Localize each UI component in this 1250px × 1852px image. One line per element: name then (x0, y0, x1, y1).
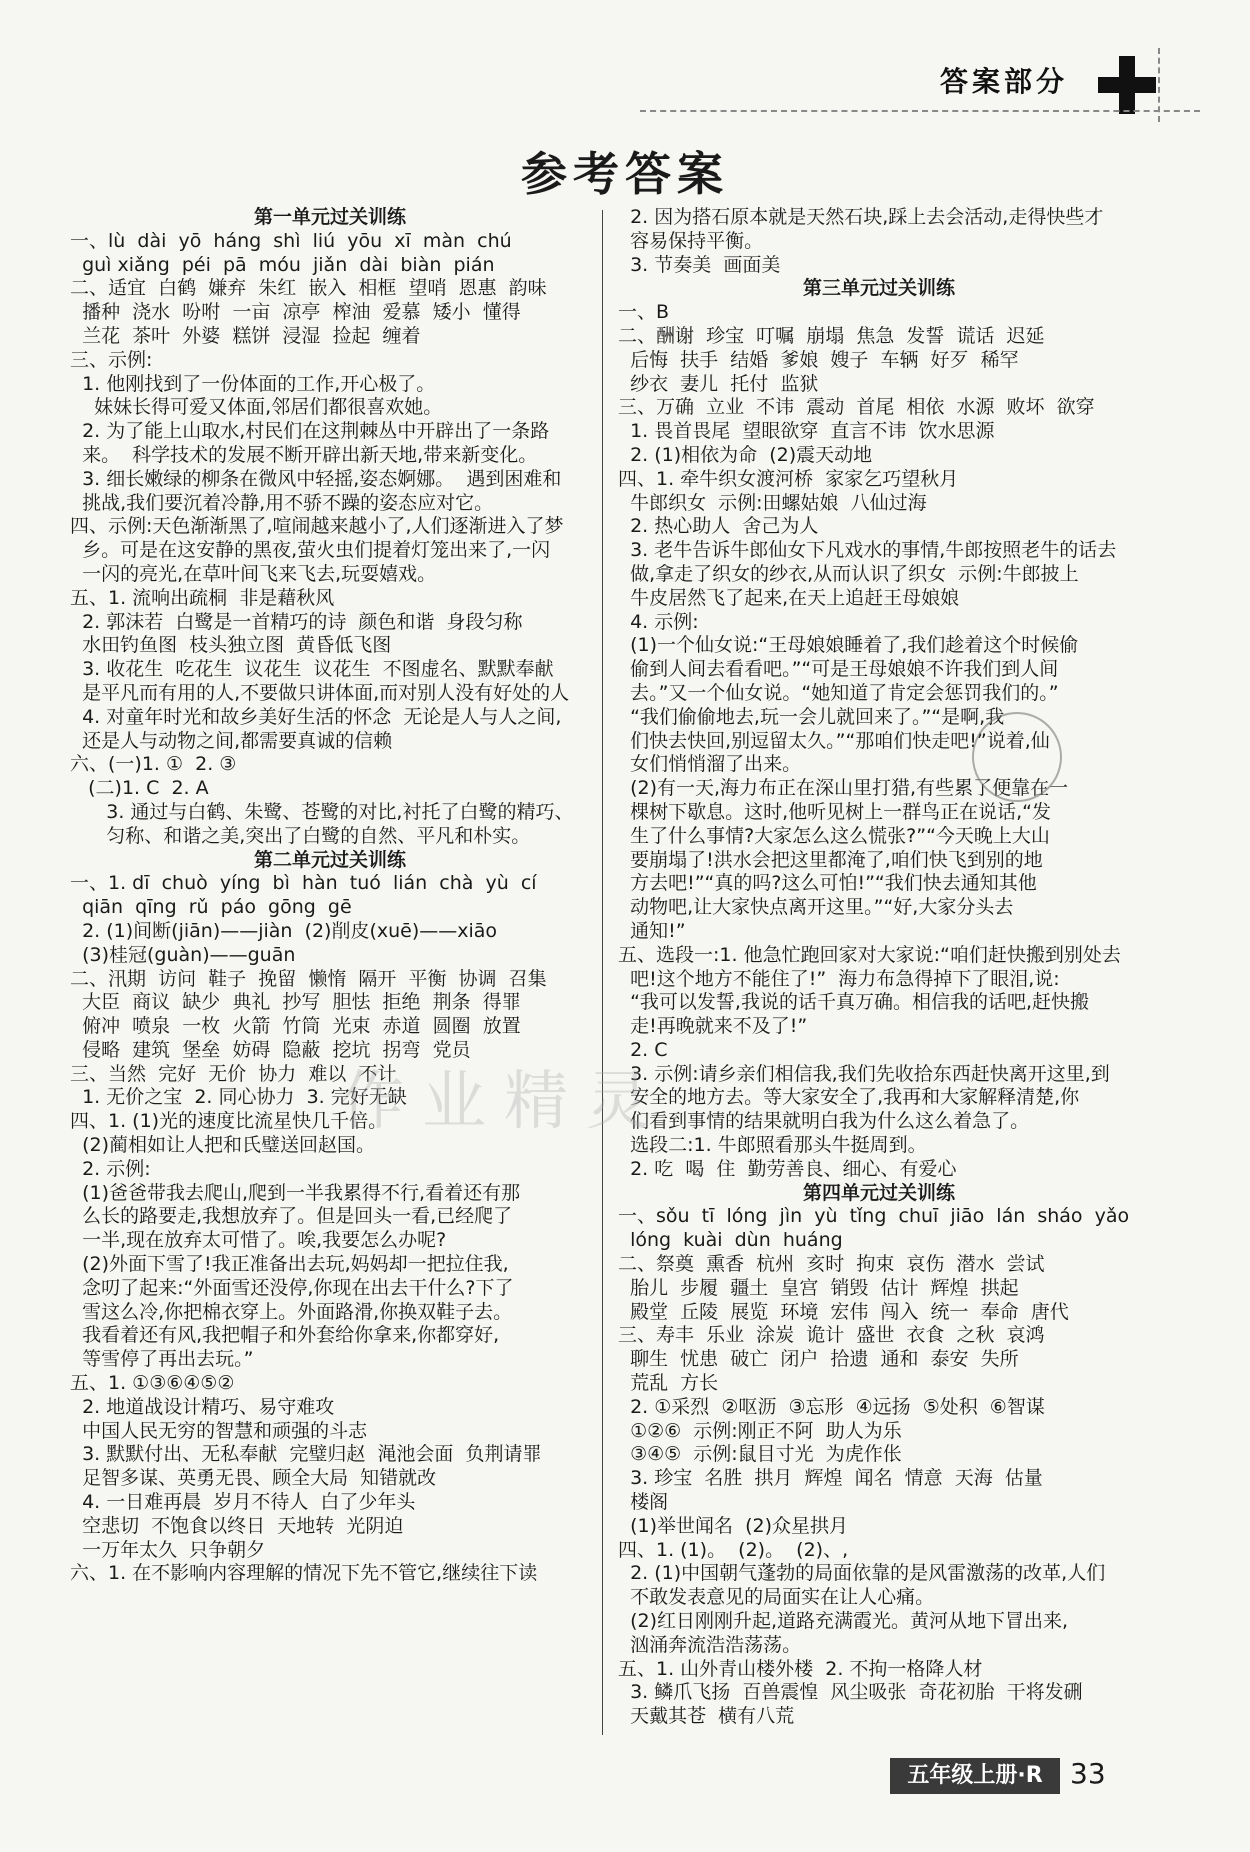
answer-line: 乡。可是在这安静的黑夜,萤火虫们提着灯笼出来了,一闪 (70, 539, 551, 562)
answer-line: 一半,现在放弃太可惜了。唉,我要怎么办呢? (70, 1229, 447, 1252)
answer-line: 荒乱 方长 (618, 1372, 719, 1395)
answer-line: 一、B (618, 301, 670, 324)
answer-line: 一闪的亮光,在草叶间飞来飞去,玩耍嬉戏。 (70, 562, 437, 585)
answer-line: 五、1. 流响出疏桐 非是藉秋风 (70, 586, 335, 609)
answer-line: 棵树下歇息。这时,他听见树上一群鸟正在说话,“发 (618, 800, 1052, 823)
answer-line: 容易保持平衡。 (618, 229, 764, 252)
answer-line: 4. 示例: (618, 610, 699, 633)
answer-line: 念叨了起来:“外面雪还没停,你现在出去干什么?下了 (70, 1276, 514, 1299)
answer-line: 中国人民无穷的智慧和顽强的斗志 (70, 1419, 368, 1442)
answer-line: 六、(一)1. ① 2. ③ (70, 753, 237, 776)
grade-label: 五年级上册·R (890, 1758, 1060, 1794)
answer-line: 通知!” (618, 919, 686, 942)
answer-line: 2. (1)相依为命 (2)震天动地 (618, 443, 873, 466)
answer-line: 三、示例: (70, 348, 153, 371)
answer-line: 殿堂 丘陵 展览 环境 宏伟 闯入 统一 奉命 唐代 (618, 1300, 1069, 1323)
answer-line: 2. 为了能上山取水,村民们在这荆棘丛中开辟出了一条路 (70, 420, 550, 443)
answer-line: 方去吧!”“真的吗?这么可怕!”“我们快去通知其他 (618, 872, 1037, 895)
answer-line: 一、1. dī chuò yíng bì hàn tuó lián chà yù cí (70, 872, 537, 895)
answer-line: 4. 对童年时光和故乡美好生活的怀念 无论是人与人之间, (70, 705, 562, 728)
answer-line: 1. 畏首畏尾 望眼欲穿 直言不讳 饮水思源 (618, 420, 995, 443)
answer-line: 大臣 商议 缺少 典礼 抄写 胆怯 拒绝 荆条 得罪 (70, 991, 521, 1014)
answer-line: 匀称、和谐之美,突出了白鹭的自然、平凡和朴实。 (70, 824, 531, 847)
answer-line: 走!再晚就来不及了!” (618, 1015, 808, 1038)
answer-line: 五、1. ①③⑥④⑤② (70, 1372, 235, 1395)
answer-line: 4. 一日难再晨 岁月不待人 白了少年头 (70, 1491, 416, 1514)
column-divider (602, 210, 603, 1735)
answer-line: 侵略 建筑 堡垒 妨碍 隐蔽 挖坑 拐弯 党员 (70, 1038, 471, 1061)
answer-line: ③④⑤ 示例:鼠目寸光 为虎作伥 (618, 1443, 902, 1466)
answer-line: 五、选段一:1. 他急忙跑回家对大家说:“咱们赶快搬到别处去 (618, 943, 1121, 966)
answer-line: 四、1. (1)。 (2)。 (2)、, (618, 1538, 849, 1561)
answer-line: “我们偷偷地去,玩一会儿就回来了。”“是啊,我 (618, 705, 1005, 728)
answer-line: 水田钓鱼图 枝头独立图 黄昏低飞图 (70, 634, 392, 657)
answer-line: 我看着还有风,我把帽子和外套给你拿来,你都穿好, (70, 1324, 500, 1347)
answer-line: 六、1. 在不影响内容理解的情况下先不管它,继续往下读 (70, 1562, 538, 1585)
answer-line: 不敢发表意见的局面实在让人心痛。 (618, 1586, 935, 1609)
answer-line: “我可以发誓,我说的话千真万确。相信我的话吧,赶快搬 (618, 991, 1090, 1014)
answer-line: 牛郎织女 示例:田螺姑娘 八仙过海 (618, 491, 927, 514)
answer-line: 挑战,我们要沉着冷静,用不骄不躁的姿态应对它。 (70, 491, 494, 514)
answer-line: 3. 节奏美 画面美 (618, 253, 781, 276)
answer-line: lóng kuài dùn huáng (618, 1229, 843, 1252)
answer-line: (2)外面下雪了!我正准备出去玩,妈妈却一把拉住我, (70, 1253, 509, 1276)
answer-line: 一、lù dài yō háng shì liú yōu xī màn chú (70, 229, 512, 252)
answer-line: 们快去快回,别逗留太久。”“那咱们快走吧!”说着,仙 (618, 729, 1050, 752)
answer-line: 三、当然 完好 无价 协力 难以 不计 (70, 1062, 397, 1085)
answer-line: 安全的地方去。等大家安全了,我再和大家解释清楚,你 (618, 1086, 1080, 1109)
answer-line: (2)有一天,海力布正在深山里打猎,有些累了便靠在一 (618, 777, 1069, 800)
answer-line: 2. 因为搭石原本就是天然石块,踩上去会活动,走得快些才 (618, 206, 1104, 228)
answer-line: 一、sǒu tī lóng jìn yù tǐng chuī jiāo lán sháo yǎo (618, 1205, 1130, 1228)
answer-line: 2. C (618, 1038, 668, 1061)
answer-line: 3. 收花生 吃花生 议花生 议花生 不图虚名、默默奉献 (70, 658, 554, 681)
answer-line: 后悔 扶手 结婚 爹娘 嫂子 车辆 好歹 稀罕 (618, 348, 1019, 371)
answer-line: 胎儿 步履 疆土 皇宫 销毁 估计 辉煌 拱起 (618, 1276, 1019, 1299)
section-heading: 第一单元过关训练 (253, 206, 406, 228)
answer-line: 来。 科学技术的发展不断开辟出新天地,带来新变化。 (70, 443, 538, 466)
section-label: 答案部分 (940, 65, 1069, 98)
answer-line: 去。”又一个仙女说。“她知道了肯定会惩罚我们的。” (618, 681, 1059, 704)
answer-line: 等雪停了再出去玩。” (70, 1348, 254, 1371)
answer-line: 俯冲 喷泉 一枚 火箭 竹筒 光束 赤道 圆圈 放置 (70, 1015, 521, 1038)
answer-line: 选段二:1. 牛郎照看那头牛挺周到。 (618, 1134, 927, 1157)
page-title: 参考答案 (521, 147, 729, 201)
plus-icon (1098, 56, 1156, 114)
answer-line: 3. 老牛告诉牛郎仙女下凡戏水的事情,牛郎按照老牛的话去 (618, 539, 1117, 562)
answer-line: 楼阁 (618, 1491, 669, 1514)
answer-line: 2. (1)间断(jiān)——jiàn (2)削皮(xuē)——xiāo (70, 919, 498, 942)
answer-line: 纱衣 妻儿 托付 监狱 (618, 372, 819, 395)
answer-line: 2. 热心助人 舍己为人 (618, 515, 819, 538)
left-column (70, 206, 590, 1586)
answer-line: 播种 浇水 吩咐 一亩 凉亭 榨油 爱慕 矮小 懂得 (70, 301, 521, 324)
answer-line: 2. (1)中国朝气蓬勃的局面依靠的是风雷激荡的改革,人们 (618, 1562, 1106, 1585)
answer-line: (二)1. C 2. A (70, 777, 209, 800)
answer-line: 生了什么事情?大家怎么这么慌张?”“今天晚上大山 (618, 824, 1050, 847)
answer-line: 1. 无价之宝 2. 同心协力 3. 完好无缺 (70, 1086, 407, 1109)
answer-line: 2. 地道战设计精巧、易守难攻 (70, 1395, 335, 1418)
answer-line: 三、寿丰 乐业 涂炭 诡计 盛世 衣食 之秋 哀鸿 (618, 1324, 1045, 1347)
answer-line: 足智多谋、英勇无畏、顾全大局 知错就改 (70, 1467, 437, 1490)
answer-line: (2)红日刚刚升起,道路充满霞光。黄河从地下冒出来, (618, 1610, 1069, 1633)
answer-line: 2. 示例: (70, 1157, 151, 1180)
answer-line: 3. 通过与白鹤、朱鹭、苍鹭的对比,衬托了白鹭的精巧、 (70, 800, 574, 823)
answer-line: 二、祭奠 熏香 杭州 亥时 拘束 哀伤 潜水 尝试 (618, 1253, 1045, 1276)
answer-line: (1)爸爸带我去爬山,爬到一半我累得不行,看着还有那 (70, 1181, 521, 1204)
page-number: 33 (1070, 1757, 1106, 1790)
answer-line: 二、适宜 白鹤 嫌弃 朱红 嵌入 相框 望哨 恩惠 韵味 (70, 277, 547, 300)
answer-line: (3)桂冠(guàn)——guān (70, 943, 296, 966)
answer-line: 空悲切 不饱食以终日 天地转 光阴迫 (70, 1514, 404, 1537)
answer-line: 要崩塌了!洪水会把这里都淹了,咱们快飞到别的地 (618, 848, 1043, 871)
answer-line: 还是人与动物之间,都需要真诚的信赖 (70, 729, 393, 752)
answer-line: 2. 吃 喝 住 勤劳善良、细心、有爱心 (618, 1157, 957, 1180)
answer-line: 们看到事情的结果就明白我为什么这么着急了。 (618, 1110, 1030, 1133)
answer-line: (2)蔺相如让人把和氏璧送回赵国。 (70, 1134, 375, 1157)
section-heading: 第三单元过关训练 (802, 277, 955, 300)
answer-line: 2. 郭沫若 白鹭是一首精巧的诗 颜色和谐 身段匀称 (70, 610, 523, 633)
answer-line: (1)一个仙女说:“王母娘娘睡着了,我们趁着这个时候偷 (618, 634, 1079, 657)
section-heading: 第四单元过关训练 (802, 1181, 955, 1204)
answer-line: 3. 鳞爪飞扬 百兽震惶 风尘吸张 奇花初胎 干将发硎 (618, 1681, 1083, 1704)
answer-line: 四、1. (1)光的速度比流星快几千倍。 (70, 1110, 388, 1133)
answer-line: 偷到人间去看看吧。”“可是王母娘娘不许我们到人间 (618, 658, 1059, 681)
answer-line: qiān qīng rǔ páo gōng gē (70, 896, 352, 919)
answer-line: 四、示例:天色渐渐黑了,喧闹越来越小了,人们逐渐进入了梦 (70, 515, 564, 538)
answer-line: 一万年太久 只争朝夕 (70, 1538, 266, 1561)
section-heading: 第二单元过关训练 (253, 848, 406, 871)
answer-line: 3. 示例:请乡亲们相信我,我们先收拾东西赶快离开这里,到 (618, 1062, 1110, 1085)
answer-line: 是平凡而有用的人,不要做只讲体面,而对别人没有好处的人 (70, 681, 570, 704)
answer-line: 聊生 忧患 破亡 闭户 拾遗 通和 泰安 失所 (618, 1348, 1019, 1371)
stamp-seal (972, 712, 1062, 802)
answer-line: 兰花 茶叶 外婆 糕饼 浸湿 捡起 缠着 (70, 324, 421, 347)
answer-line: 做,拿走了织女的纱衣,从而认识了织女 示例:牛郎披上 (618, 562, 1079, 585)
answer-line: 二、酬谢 珍宝 叮嘱 崩塌 焦急 发誓 谎话 迟延 (618, 324, 1045, 347)
answer-line: 3. 珍宝 名胜 拱月 辉煌 闻名 情意 天海 估量 (618, 1467, 1043, 1490)
answer-line: 妹妹长得可爱又体面,邻居们都很喜欢她。 (70, 396, 443, 419)
answer-line: 牛皮居然飞了起来,在天上追赶王母娘娘 (618, 586, 960, 609)
answer-line: 2. ①采烈 ②呕沥 ③忘形 ④远扬 ⑤处积 ⑥智谋 (618, 1395, 1045, 1418)
answer-line: guì xiǎng péi pā móu jiǎn dài biàn pián (70, 253, 495, 276)
answer-line: 二、汛期 访问 鞋子 挽留 懒惰 隔开 平衡 协调 召集 (70, 967, 547, 990)
answer-line: 3. 细长嫩绿的柳条在微风中轻摇,姿态婀娜。 遇到困难和 (70, 467, 562, 490)
answer-line: 雪这么冷,你把棉衣穿上。外面路滑,你换双鞋子去。 (70, 1300, 513, 1323)
answer-line: 女们悄悄溜了出来。 (618, 753, 802, 776)
answer-line: 五、1. 山外青山楼外楼 2. 不拘一格降人材 (618, 1657, 983, 1680)
answer-line: 四、1. 牵牛织女渡河桥 家家乞巧望秋月 (618, 467, 959, 490)
header-divider-vertical (1158, 48, 1160, 122)
answer-line: 3. 默默付出、无私奉献 完璧归赵 渑池会面 负荆请罪 (70, 1443, 542, 1466)
header-divider (640, 110, 1200, 112)
answer-line: ①②⑥ 示例:刚正不阿 助人为乐 (618, 1419, 902, 1442)
answer-line: 汹涌奔流浩浩荡荡。 (618, 1633, 802, 1656)
answer-line: 么长的路要走,我想放弃了。但是回头一看,已经爬了 (70, 1205, 513, 1228)
answer-line: 1. 他刚找到了一份体面的工作,开心极了。 (70, 372, 436, 395)
right-column (618, 206, 1140, 1729)
answer-line: 天戴其苍 横有八荒 (618, 1705, 795, 1728)
answer-line: 三、万确 立业 不讳 震动 首尾 相依 水源 败坏 欲穿 (618, 396, 1095, 419)
answer-line: (1)举世闻名 (2)众星拱月 (618, 1514, 848, 1537)
watermark: 作业精灵 (340, 1065, 668, 1139)
answer-line: 吧!这个地方不能住了!” 海力布急得掉下了眼泪,说: (618, 967, 1060, 990)
answer-line: 动物吧,让大家快点离开这里。”“好,大家分头去 (618, 896, 1014, 919)
